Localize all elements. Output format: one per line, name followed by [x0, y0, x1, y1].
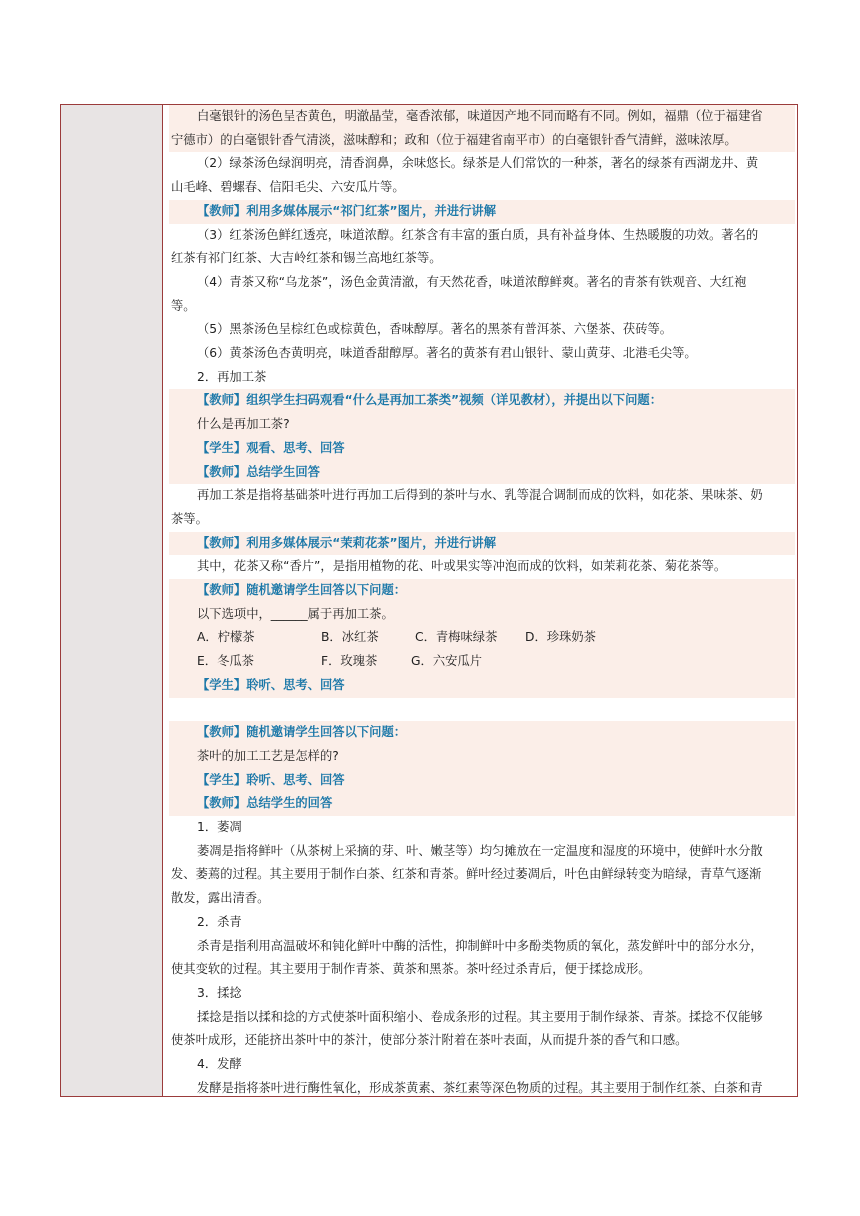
answer-option: E．冬瓜茶: [197, 654, 254, 669]
text-line: 茶等。: [171, 511, 208, 526]
text-line: 3．揉捻: [197, 986, 242, 1000]
text-line: （2）绿茶汤色绿润明亮，清香润鼻，余味悠长。绿茶是人们常饮的一种茶，著名的绿茶有西湖龙井、黄: [197, 156, 759, 171]
text-line: 发酵是指将茶叶进行酶性氧化，形成茶黄素、茶红素等深色物质的过程。其主要用于制作红茶、白茶和青: [197, 1080, 763, 1095]
role-heading-line: 【教师】随机邀请学生回答以下问题：: [169, 579, 795, 603]
text-line: 揉捻是指以揉和捻的方式使茶叶面积缩小、卷成条形的过程。其主要用于制作绿茶、青茶。揉捻不仅能够: [197, 1009, 763, 1024]
text-line: 山毛峰、碧螺春、信阳毛尖、六安瓜片等。: [171, 180, 405, 195]
answer-option: A．柠檬茶: [197, 630, 255, 645]
left-column: [61, 105, 163, 1096]
role-heading-line: 【学生】观看、思考、回答: [169, 437, 795, 461]
text-line: 发、萎蔫的过程。其主要用于制作白茶、红茶和青茶。鲜叶经过萎凋后，叶色由鲜绿转变为暗绿，青草气逐渐: [171, 867, 762, 882]
text-line: 2．杀青: [197, 914, 242, 929]
answer-option: B．冰红茶: [321, 630, 379, 645]
lesson-table: [60, 104, 798, 1097]
answer-options: [169, 626, 795, 650]
text-line: 宁德市）的白毫银针香气清淡，滋味醇和；政和（位于福建省南平市）的白毫银针香气清鲜，滋味浓厚。: [169, 129, 795, 153]
answer-option: C．青梅味绿茶: [415, 630, 498, 645]
text-line: 2．再加工茶: [197, 369, 267, 384]
role-heading-line: 【教师】利用多媒体展示“祁门红茶”图片，并进行讲解: [169, 200, 795, 224]
text-line: 散发，露出清香。: [171, 891, 270, 906]
role-heading-line: 【教师】组织学生扫码观看“什么是再加工茶类”视频（详见教材），并提出以下问题：: [169, 389, 795, 413]
role-heading-line: 【学生】聆听、思考、回答: [169, 674, 795, 698]
blank-line: [171, 698, 791, 722]
role-heading-line: 【教师】总结学生的回答: [169, 792, 795, 816]
role-heading-line: 【教师】总结学生回答: [169, 461, 795, 485]
text-line: 白毫银针的汤色呈杏黄色，明澈晶莹，毫香浓郁，味道因产地不同而略有不同。例如，福鼎（位于福建省: [169, 105, 795, 129]
text-line: 萎凋是指将鲜叶（从茶树上采摘的芽、叶、嫩茎等）均匀摊放在一定温度和湿度的环境中，使鲜叶水分散: [197, 843, 763, 858]
text-line: 其中，花茶又称“香片”，是指用植物的花、叶或果实等冲泡而成的饮料，如茉莉花茶、菊花茶等。: [197, 559, 727, 574]
text-line: （6）黄茶汤色杏黄明亮，味道香甜醇厚。著名的黄茶有君山银针、蒙山黄芽、北港毛尖等。: [197, 346, 697, 361]
role-heading-line: 【教师】利用多媒体展示“茉莉花茶”图片，并进行讲解: [169, 532, 795, 556]
text-line: 使其变软的过程。其主要用于制作青茶、黄茶和黑茶。茶叶经过杀青后，便于揉捻成形。: [171, 962, 651, 977]
text-line: 茶叶的加工工艺是怎样的?: [169, 745, 795, 769]
text-line: 再加工茶是指将基础茶叶进行再加工后得到的茶叶与水、乳等混合调制而成的饮料，如花茶、果味茶、奶: [197, 488, 763, 503]
role-heading-line: 【教师】随机邀请学生回答以下问题：: [169, 721, 795, 745]
text-line: 1．萎凋: [197, 820, 242, 835]
answer-option: D．珍珠奶茶: [525, 630, 596, 645]
answer-option: F．玫瑰茶: [321, 654, 378, 669]
text-line: （3）红茶汤色鲜红透亮，味道浓醇。红茶含有丰富的蛋白质，具有补益身体、生热暖腹的功效。著名的: [197, 227, 759, 242]
text-line: 红茶有祁门红茶、大吉岭红茶和锡兰高地红茶等。: [171, 251, 442, 266]
text-line: 什么是再加工茶?: [169, 413, 795, 437]
role-heading-line: 【学生】聆听、思考、回答: [169, 769, 795, 793]
text-line: 4．发酵: [197, 1057, 242, 1072]
content-cell: [163, 105, 797, 1096]
text-line: 使茶叶成形，还能挤出茶叶中的茶汁，使部分茶汁附着在茶叶表面，从而提升茶的香气和口感。: [171, 1033, 688, 1048]
text-line: 以下选项中，______属于再加工茶。: [169, 603, 795, 627]
text-line: 杀青是指利用高温破坏和钝化鲜叶中酶的活性，抑制鲜叶中多酚类物质的氧化，蒸发鲜叶中的部分水分，: [197, 938, 763, 953]
text-line: （5）黑茶汤色呈棕红色或棕黄色，香味醇厚。著名的黑茶有普洱茶、六堡茶、茯砖等。: [197, 322, 673, 337]
text-line: 等。: [171, 298, 196, 313]
text-line: （4）青茶又称“乌龙茶”，汤色金黄清澈，有天然花香，味道浓醇鲜爽。著名的青茶有铁观音、大红袍: [197, 274, 747, 289]
answer-option: G．六安瓜片: [411, 654, 483, 669]
answer-options: [169, 650, 795, 674]
